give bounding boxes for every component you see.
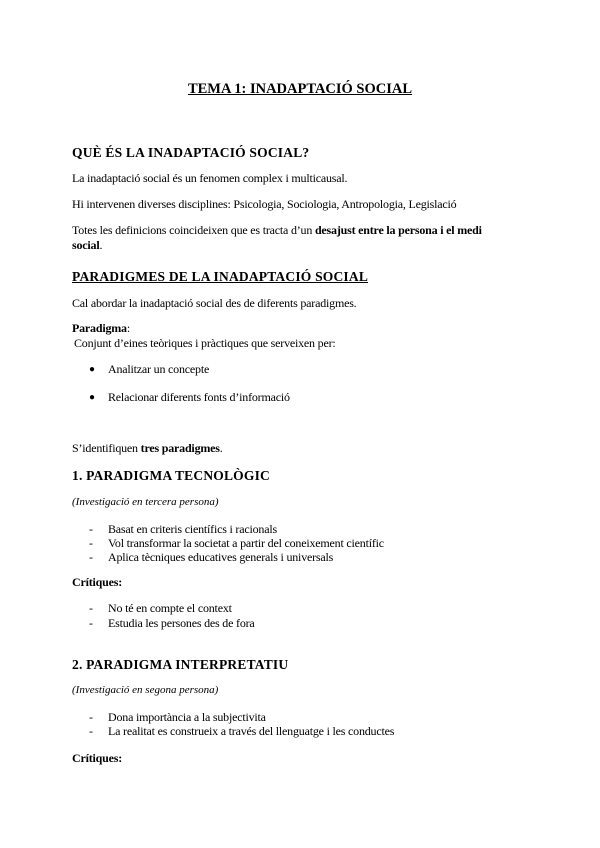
subtitle-interpretatiu: (Investigació en segona persona) [72,684,219,696]
heading-paradigma-interpretatiu: 2. PARADIGMA INTERPRETATIU [72,657,289,672]
paragraph-disciplines: Hi intervenen diverses disciplines: Psicologia, Sociologia, Antropologia, Legislació [72,197,457,211]
list-item: La realitat es construeix a través del llenguatge i les conductes [108,724,395,738]
dash-marker: - [89,710,93,724]
paradigma-term-line [72,321,130,336]
list-item: Dona importància a la subjectivita [108,710,266,724]
dash-marker: - [89,522,93,536]
paragraph-coincidence-cont [72,238,102,253]
heading-paradigma-tecnologic: 1. PARADIGMA TECNOLÒGIC [72,468,270,483]
dash-marker: - [89,616,93,630]
section-heading-que-es: QUÈ ÉS LA INADAPTACIÓ SOCIAL? [72,145,310,160]
paragraph-coincidence [72,223,482,238]
document-title: TEMA 1: INADAPTACIÓ SOCIAL [187,81,413,97]
list-item: No té en compte el context [108,601,232,615]
list-item: Analitzar un concepte [108,362,210,376]
dash-marker: - [89,536,93,550]
list-item: Aplica tècniques educatives generals i universals [108,550,334,564]
identify-emphasis: tres paradigmes [140,441,220,455]
critiques-label-tecnologic: Crítiques: [72,575,122,589]
critiques-label-interpretatiu: Crítiques: [72,751,122,765]
list-item: Estudia les persones des de fora [108,616,255,630]
list-item: Basat en criteris científics i racionals [108,522,277,536]
section-heading-paradigmes: PARADIGMES DE LA INADAPTACIÓ SOCIAL [72,269,369,284]
list-item: Vol transformar la societat a partir del coneixement científic [108,536,384,550]
paragraph-abordar: Cal abordar la inadaptació social des de diferents paradigmes. [72,296,357,310]
dash-marker: - [89,550,93,564]
paradigma-definition: Conjunt d’eines teòriques i pràctiques que serveixen per: [74,336,336,350]
dash-marker: - [89,724,93,738]
identify-period: . [219,441,223,455]
list-item: Relacionar diferents fonts d’informació [108,390,290,404]
paragraph-definition: La inadaptació social és un fenomen complex i multicausal. [72,171,348,185]
coincidence-emphasis: desajust entre la persona i el medi [314,223,482,237]
coincidence-text: Totes les definicions coincideixen que es tracta d’un [72,223,315,237]
coincidence-period: . [99,238,103,252]
paradigma-term: Paradigma [72,321,127,335]
bullet-icon: ● [89,392,96,403]
paradigma-colon: : [126,321,131,335]
identify-text: S’identifiquen [72,441,141,455]
coincidence-emphasis-cont: social [72,238,100,252]
subtitle-tecnologic: (Investigació en tercera persona) [72,496,219,508]
bullet-icon: ● [89,364,96,375]
dash-marker: - [89,601,93,615]
paragraph-identify [72,441,223,456]
